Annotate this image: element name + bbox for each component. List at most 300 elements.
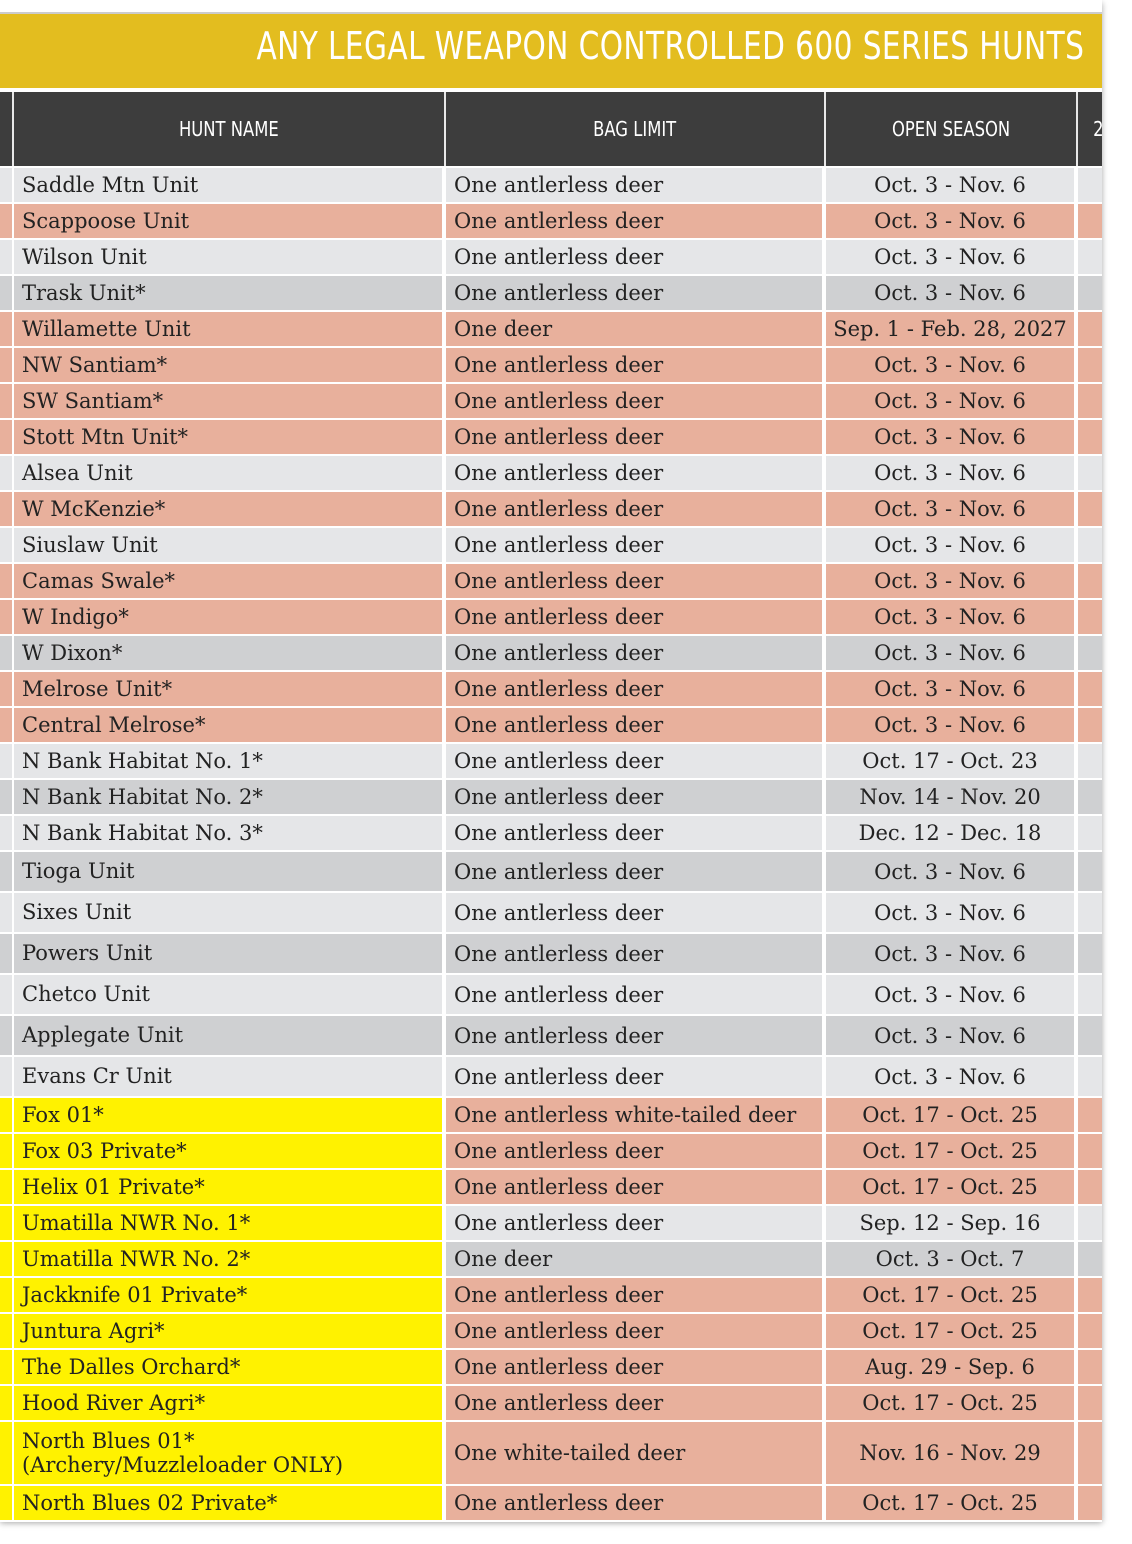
open-season-cell xyxy=(826,1314,1074,1348)
open-season: Oct. 3 - Oct. 7 xyxy=(875,1247,1025,1271)
hunt-name-cell xyxy=(14,420,442,454)
row-edge xyxy=(0,708,12,742)
table-row xyxy=(0,1098,1102,1134)
bag-limit: One antlerless deer xyxy=(454,1023,664,1048)
row-edge xyxy=(0,1350,12,1384)
table-row xyxy=(0,1016,1102,1057)
row-edge xyxy=(0,744,12,778)
open-season-cell xyxy=(826,1170,1074,1204)
open-season-cell xyxy=(826,1206,1074,1240)
hunt-name: Scappoose Unit xyxy=(22,208,190,233)
open-season: Oct. 3 - Nov. 6 xyxy=(874,209,1026,233)
bag-limit-cell xyxy=(446,600,822,634)
row-edge xyxy=(0,276,12,310)
open-season: Oct. 3 - Nov. 6 xyxy=(874,389,1026,413)
open-season-cell xyxy=(826,1098,1074,1132)
extra-cell xyxy=(1078,456,1102,490)
open-season: Oct. 3 - Nov. 6 xyxy=(874,982,1026,1007)
bag-limit-cell xyxy=(446,1098,822,1132)
hunt-name: Jackknife 01 Private* xyxy=(22,1282,248,1307)
bag-limit-cell xyxy=(446,852,822,891)
bag-limit: One antlerless deer xyxy=(454,389,664,413)
bag-limit-cell xyxy=(446,384,822,418)
bag-limit-cell xyxy=(446,780,822,814)
open-season: Sep. 12 - Sep. 16 xyxy=(859,1211,1041,1235)
open-season: Oct. 3 - Nov. 6 xyxy=(874,461,1026,485)
bag-limit: One antlerless deer xyxy=(454,1491,664,1515)
bag-limit: One antlerless deer xyxy=(454,1139,664,1163)
open-season: Oct. 3 - Nov. 6 xyxy=(874,245,1026,269)
table-row xyxy=(0,600,1102,636)
hunt-name-cell xyxy=(14,384,442,418)
table-row xyxy=(0,636,1102,672)
open-season: Oct. 17 - Oct. 25 xyxy=(862,1491,1038,1515)
hunt-name: Umatilla NWR No. 1* xyxy=(22,1210,251,1235)
open-season: Oct. 3 - Nov. 6 xyxy=(874,941,1026,966)
table-row xyxy=(0,1134,1102,1170)
hunt-name-cell xyxy=(14,1350,442,1384)
column-header-extra: 2 xyxy=(1093,117,1104,141)
hunt-name-cell xyxy=(14,1278,442,1312)
open-season: Oct. 3 - Nov. 6 xyxy=(874,1064,1026,1089)
open-season: Oct. 3 - Nov. 6 xyxy=(874,900,1026,925)
hunt-name: North Blues 01* xyxy=(22,1428,195,1453)
hunt-name-cell xyxy=(14,312,442,346)
bag-limit-cell xyxy=(446,1134,822,1168)
row-edge xyxy=(0,780,12,814)
open-season-cell xyxy=(826,1486,1074,1520)
table-row xyxy=(0,240,1102,276)
bag-limit-cell xyxy=(446,276,822,310)
hunt-name-cell xyxy=(14,1170,442,1204)
bag-limit: One antlerless deer xyxy=(454,605,664,629)
open-season: Dec. 12 - Dec. 18 xyxy=(858,821,1042,845)
bag-limit: One antlerless deer xyxy=(454,245,664,269)
extra-cell xyxy=(1078,600,1102,634)
open-season-cell xyxy=(826,1242,1074,1276)
hunt-name-cell xyxy=(14,744,442,778)
bag-limit: One antlerless deer xyxy=(454,941,664,966)
open-season-cell xyxy=(826,168,1074,202)
table-row xyxy=(0,893,1102,934)
bag-limit: One antlerless deer xyxy=(454,1283,664,1307)
bag-limit: One antlerless deer xyxy=(454,1319,664,1343)
extra-cell xyxy=(1078,780,1102,814)
row-edge xyxy=(0,672,12,706)
bag-limit-cell xyxy=(446,1386,822,1420)
table-row xyxy=(0,420,1102,456)
hunt-name: Willamette Unit xyxy=(22,316,191,341)
hunt-name-cell xyxy=(14,780,442,814)
column-header-bag-limit: BAG LIMIT xyxy=(593,117,677,141)
hunt-name: Alsea Unit xyxy=(22,460,133,485)
open-season-cell xyxy=(826,420,1074,454)
table-row xyxy=(0,934,1102,975)
open-season-cell xyxy=(826,492,1074,526)
bag-limit-cell xyxy=(446,312,822,346)
row-edge xyxy=(0,1098,12,1132)
hunt-name: Stott Mtn Unit* xyxy=(22,424,189,449)
extra-cell xyxy=(1078,1278,1102,1312)
row-edge xyxy=(0,1057,12,1096)
row-edge xyxy=(0,312,12,346)
hunt-name-cell xyxy=(14,1314,442,1348)
bag-limit: One antlerless deer xyxy=(454,209,664,233)
extra-cell xyxy=(1078,1134,1102,1168)
bag-limit: One deer xyxy=(454,317,553,341)
table-row xyxy=(0,348,1102,384)
open-season-cell xyxy=(826,744,1074,778)
extra-cell xyxy=(1078,1314,1102,1348)
open-season-cell xyxy=(826,852,1074,891)
bag-limit-cell xyxy=(446,636,822,670)
open-season: Nov. 16 - Nov. 29 xyxy=(859,1441,1041,1465)
bag-limit: One antlerless deer xyxy=(454,900,664,925)
bag-limit-cell xyxy=(446,1486,822,1520)
bag-limit-cell xyxy=(446,975,822,1014)
open-season-cell xyxy=(826,975,1074,1014)
bag-limit: One antlerless deer xyxy=(454,1355,664,1379)
hunt-name-cell xyxy=(14,1422,442,1484)
table-row xyxy=(0,492,1102,528)
hunt-name: Hood River Agri* xyxy=(22,1390,206,1415)
row-edge xyxy=(0,600,12,634)
bag-limit-cell xyxy=(446,204,822,238)
open-season-cell xyxy=(826,384,1074,418)
row-edge xyxy=(0,934,12,973)
bag-limit: One antlerless deer xyxy=(454,497,664,521)
row-edge xyxy=(0,240,12,274)
bag-limit: One antlerless deer xyxy=(454,859,664,884)
extra-cell xyxy=(1078,528,1102,562)
table-row xyxy=(0,975,1102,1016)
row-edge xyxy=(0,1278,12,1312)
extra-cell xyxy=(1078,1098,1102,1132)
bag-limit-cell xyxy=(446,1016,822,1055)
hunt-name-cell xyxy=(14,708,442,742)
bag-limit-cell xyxy=(446,816,822,850)
table-row xyxy=(0,708,1102,744)
open-season-cell xyxy=(826,1278,1074,1312)
table-row xyxy=(0,1242,1102,1278)
bag-limit-cell xyxy=(446,420,822,454)
table-row xyxy=(0,672,1102,708)
hunt-name: Powers Unit xyxy=(22,941,153,966)
open-season: Nov. 14 - Nov. 20 xyxy=(859,785,1041,809)
hunt-name: Applegate Unit xyxy=(22,1023,184,1048)
table-row xyxy=(0,1314,1102,1350)
table-row xyxy=(0,312,1102,348)
hunt-name: Fox 01* xyxy=(22,1102,104,1127)
bag-limit: One antlerless deer xyxy=(454,821,664,845)
table-row xyxy=(0,564,1102,600)
open-season: Oct. 3 - Nov. 6 xyxy=(874,605,1026,629)
extra-cell xyxy=(1078,1016,1102,1055)
open-season: Oct. 3 - Nov. 6 xyxy=(874,1023,1026,1048)
bag-limit: One antlerless deer xyxy=(454,1064,664,1089)
extra-cell xyxy=(1078,492,1102,526)
open-season-cell xyxy=(826,528,1074,562)
table-header xyxy=(0,92,1102,166)
table-row xyxy=(0,816,1102,852)
row-edge xyxy=(0,852,12,891)
row-edge xyxy=(0,1486,12,1520)
open-season-cell xyxy=(826,672,1074,706)
hunt-name: Tioga Unit xyxy=(22,859,135,884)
hunt-name: Fox 03 Private* xyxy=(22,1138,187,1163)
row-edge xyxy=(0,893,12,932)
hunt-name: Trask Unit* xyxy=(22,280,146,305)
hunt-name: W Dixon* xyxy=(22,640,123,665)
hunt-name: Siuslaw Unit xyxy=(22,532,158,557)
bag-limit: One antlerless deer xyxy=(454,713,664,737)
hunt-name-cell xyxy=(14,492,442,526)
open-season-cell xyxy=(826,816,1074,850)
open-season: Oct. 3 - Nov. 6 xyxy=(874,497,1026,521)
table-row xyxy=(0,780,1102,816)
open-season: Oct. 17 - Oct. 25 xyxy=(862,1283,1038,1307)
open-season-cell xyxy=(826,312,1074,346)
hunt-name-cell xyxy=(14,1057,442,1096)
bag-limit: One antlerless deer xyxy=(454,425,664,449)
bag-limit: One antlerless deer xyxy=(454,353,664,377)
bag-limit-cell xyxy=(446,492,822,526)
hunt-name: Umatilla NWR No. 2* xyxy=(22,1246,251,1271)
bag-limit-cell xyxy=(446,1170,822,1204)
row-edge xyxy=(0,528,12,562)
extra-cell xyxy=(1078,934,1102,973)
extra-cell xyxy=(1078,672,1102,706)
open-season: Oct. 3 - Nov. 6 xyxy=(874,425,1026,449)
row-edge xyxy=(0,1386,12,1420)
table-row xyxy=(0,1170,1102,1206)
table-row xyxy=(0,528,1102,564)
hunt-name-cell xyxy=(14,934,442,973)
extra-cell xyxy=(1078,1422,1102,1484)
hunt-name: W Indigo* xyxy=(22,604,129,629)
hunt-name: Saddle Mtn Unit xyxy=(22,172,199,197)
hunt-name-cell xyxy=(14,672,442,706)
open-season-cell xyxy=(826,600,1074,634)
hunt-name-cell xyxy=(14,528,442,562)
bag-limit-cell xyxy=(446,1350,822,1384)
table-row xyxy=(0,1278,1102,1314)
bag-limit-cell xyxy=(446,1422,822,1484)
row-edge xyxy=(0,1170,12,1204)
hunt-name-cell xyxy=(14,1242,442,1276)
open-season: Oct. 3 - Nov. 6 xyxy=(874,353,1026,377)
extra-cell xyxy=(1078,312,1102,346)
open-season-cell xyxy=(826,1057,1074,1096)
hunts-table-body xyxy=(0,168,1102,1522)
hunt-name: Wilson Unit xyxy=(22,244,147,269)
table-row xyxy=(0,1057,1102,1098)
open-season-cell xyxy=(826,1016,1074,1055)
open-season-cell xyxy=(826,1134,1074,1168)
hunt-name-cell xyxy=(14,816,442,850)
hunt-name-cell xyxy=(14,240,442,274)
extra-cell xyxy=(1078,1170,1102,1204)
hunt-name-cell xyxy=(14,636,442,670)
hunt-name: Evans Cr Unit xyxy=(22,1064,172,1089)
bag-limit-cell xyxy=(446,456,822,490)
bag-limit-cell xyxy=(446,1206,822,1240)
table-row xyxy=(0,1206,1102,1242)
row-edge xyxy=(0,348,12,382)
column-header-open-season: OPEN SEASON xyxy=(891,117,1011,141)
row-edge xyxy=(0,564,12,598)
open-season-cell xyxy=(826,934,1074,973)
open-season: Oct. 3 - Nov. 6 xyxy=(874,173,1026,197)
hunt-name: N Bank Habitat No. 3* xyxy=(22,820,263,845)
hunt-name-cell xyxy=(14,852,442,891)
hunt-name-cell xyxy=(14,168,442,202)
bag-limit-cell xyxy=(446,672,822,706)
open-season-cell xyxy=(826,893,1074,932)
table-row xyxy=(0,204,1102,240)
extra-cell xyxy=(1078,1206,1102,1240)
bag-limit: One antlerless deer xyxy=(454,785,664,809)
bag-limit: One antlerless deer xyxy=(454,1211,664,1235)
hunt-name: Camas Swale* xyxy=(22,568,175,593)
open-season: Oct. 3 - Nov. 6 xyxy=(874,859,1026,884)
open-season-cell xyxy=(826,204,1074,238)
open-season: Oct. 3 - Nov. 6 xyxy=(874,641,1026,665)
hunt-name-cell xyxy=(14,1486,442,1520)
open-season: Aug. 29 - Sep. 6 xyxy=(865,1355,1035,1379)
open-season: Oct. 17 - Oct. 25 xyxy=(862,1391,1038,1415)
extra-cell xyxy=(1078,975,1102,1014)
table-row xyxy=(0,1350,1102,1386)
column-header-hunt-name: HUNT NAME xyxy=(179,117,279,141)
row-edge xyxy=(0,1422,12,1484)
open-season: Oct. 3 - Nov. 6 xyxy=(874,281,1026,305)
open-season-cell xyxy=(826,636,1074,670)
hunt-name: N Bank Habitat No. 2* xyxy=(22,784,263,809)
hunt-name: Melrose Unit* xyxy=(22,676,173,701)
open-season-cell xyxy=(826,780,1074,814)
bag-limit: One antlerless deer xyxy=(454,749,664,773)
hunt-name-cell xyxy=(14,1098,442,1132)
open-season: Oct. 17 - Oct. 25 xyxy=(862,1175,1038,1199)
hunt-name: NW Santiam* xyxy=(22,352,168,377)
open-season: Oct. 17 - Oct. 25 xyxy=(862,1319,1038,1343)
row-edge xyxy=(0,456,12,490)
extra-cell xyxy=(1078,384,1102,418)
open-season: Oct. 17 - Oct. 25 xyxy=(862,1103,1038,1127)
hunt-name: Chetco Unit xyxy=(22,982,150,1007)
extra-cell xyxy=(1078,852,1102,891)
bag-limit-cell xyxy=(446,893,822,932)
row-edge xyxy=(0,492,12,526)
title-banner xyxy=(0,12,1102,88)
bag-limit-cell xyxy=(446,1057,822,1096)
hunt-name: Sixes Unit xyxy=(22,900,132,925)
bag-limit-cell xyxy=(446,528,822,562)
bag-limit-cell xyxy=(446,168,822,202)
hunt-name-note: (Archery/Muzzleloader ONLY) xyxy=(22,1453,344,1477)
extra-cell xyxy=(1078,1350,1102,1384)
row-edge xyxy=(0,816,12,850)
bag-limit: One antlerless white-tailed deer xyxy=(454,1103,797,1127)
row-edge xyxy=(0,384,12,418)
bag-limit: One antlerless deer xyxy=(454,1391,664,1415)
row-edge xyxy=(0,1314,12,1348)
hunt-name-cell xyxy=(14,1134,442,1168)
hunt-name: W McKenzie* xyxy=(22,496,166,521)
hunt-name-cell xyxy=(14,1016,442,1055)
extra-cell xyxy=(1078,348,1102,382)
bag-limit-cell xyxy=(446,564,822,598)
hunt-name-cell xyxy=(14,1386,442,1420)
bag-limit-cell xyxy=(446,1314,822,1348)
open-season-cell xyxy=(826,1350,1074,1384)
bag-limit: One antlerless deer xyxy=(454,1175,664,1199)
bag-limit: One antlerless deer xyxy=(454,533,664,557)
extra-cell xyxy=(1078,816,1102,850)
bag-limit: One white-tailed deer xyxy=(454,1441,686,1465)
extra-cell xyxy=(1078,564,1102,598)
open-season-cell xyxy=(826,1422,1074,1484)
hunt-name-cell xyxy=(14,564,442,598)
bag-limit: One antlerless deer xyxy=(454,569,664,593)
bag-limit-cell xyxy=(446,708,822,742)
bag-limit-cell xyxy=(446,934,822,973)
hunt-name: North Blues 02 Private* xyxy=(22,1490,278,1515)
row-edge xyxy=(0,204,12,238)
open-season-cell xyxy=(826,708,1074,742)
table-row xyxy=(0,1422,1102,1486)
hunt-name-cell xyxy=(14,276,442,310)
open-season: Oct. 3 - Nov. 6 xyxy=(874,569,1026,593)
open-season: Oct. 3 - Nov. 6 xyxy=(874,713,1026,737)
table-row xyxy=(0,276,1102,312)
bag-limit-cell xyxy=(446,744,822,778)
extra-cell xyxy=(1078,893,1102,932)
hunt-name-cell xyxy=(14,893,442,932)
open-season-cell xyxy=(826,276,1074,310)
row-edge xyxy=(0,168,12,202)
bag-limit: One antlerless deer xyxy=(454,641,664,665)
extra-cell xyxy=(1078,204,1102,238)
bag-limit: One antlerless deer xyxy=(454,281,664,305)
open-season: Oct. 3 - Nov. 6 xyxy=(874,533,1026,557)
hunt-name: Central Melrose* xyxy=(22,712,206,737)
table-row xyxy=(0,852,1102,893)
bag-limit-cell xyxy=(446,1242,822,1276)
hunt-name-cell xyxy=(14,1206,442,1240)
table-row xyxy=(0,456,1102,492)
row-edge xyxy=(0,420,12,454)
open-season-cell xyxy=(826,1386,1074,1420)
bag-limit: One antlerless deer xyxy=(454,982,664,1007)
row-edge xyxy=(0,1242,12,1276)
extra-cell xyxy=(1078,1057,1102,1096)
extra-cell xyxy=(1078,708,1102,742)
hunt-name-cell xyxy=(14,600,442,634)
hunt-name: Juntura Agri* xyxy=(22,1318,165,1343)
hunt-name-cell xyxy=(14,975,442,1014)
extra-cell xyxy=(1078,276,1102,310)
row-edge xyxy=(0,975,12,1014)
hunt-name: SW Santiam* xyxy=(22,388,164,413)
bag-limit: One antlerless deer xyxy=(454,173,664,197)
table-row xyxy=(0,1386,1102,1422)
table-row xyxy=(0,1486,1102,1522)
extra-cell xyxy=(1078,168,1102,202)
extra-cell xyxy=(1078,636,1102,670)
bag-limit-cell xyxy=(446,348,822,382)
